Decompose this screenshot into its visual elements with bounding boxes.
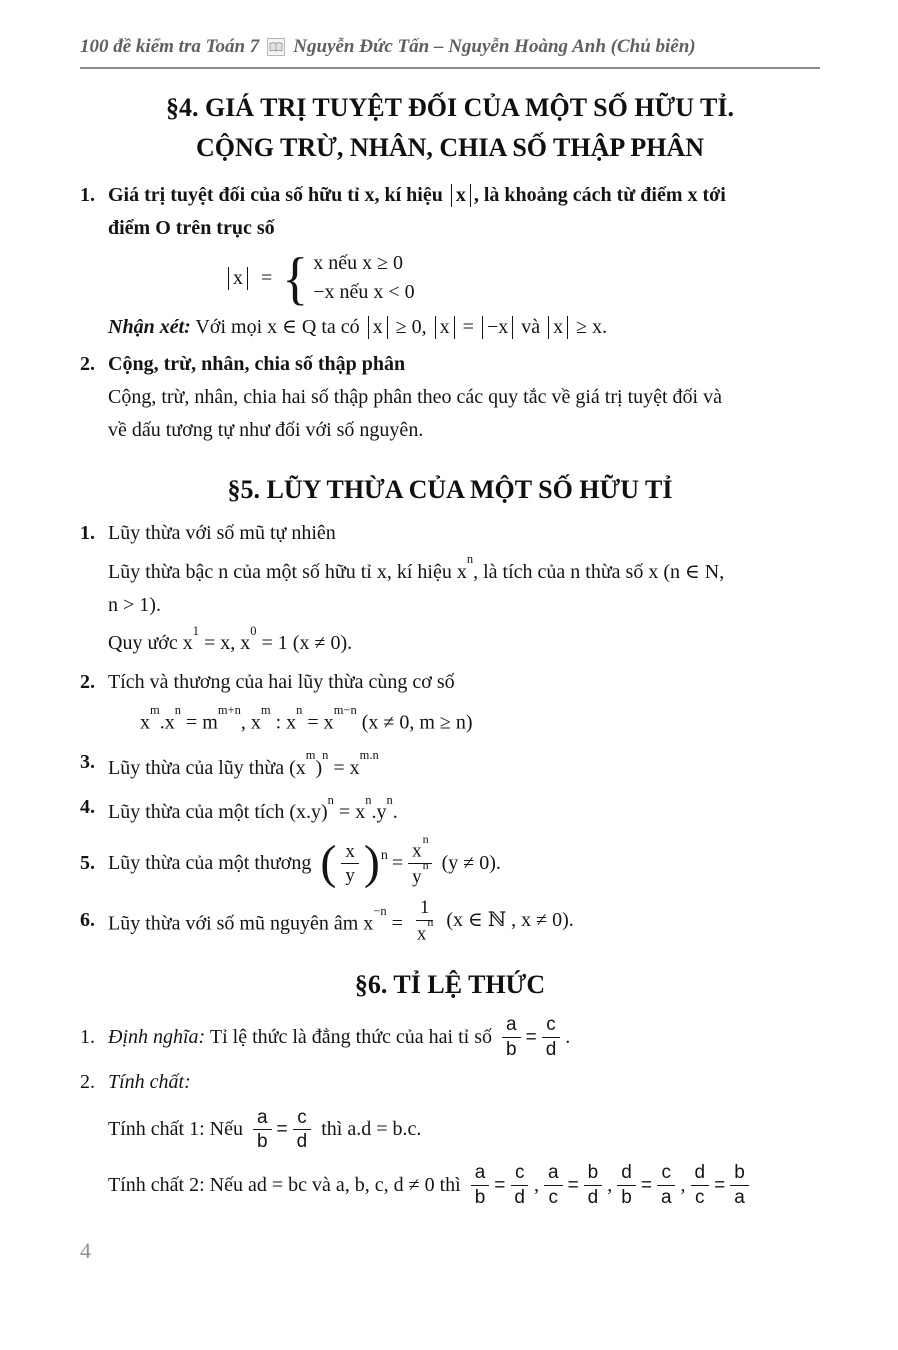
superscript: n [427, 914, 434, 929]
s5-item-3 [80, 746, 820, 785]
text-run: = x [328, 756, 360, 779]
text-line [108, 792, 398, 824]
superscript: n [174, 703, 181, 718]
absolute-value [228, 267, 248, 290]
superscript: n [386, 792, 393, 807]
exponent: n [380, 848, 388, 864]
superscript: 1 [192, 623, 199, 638]
text-run: (y ≠ 0). [436, 851, 501, 874]
equals-sign: = [525, 1026, 537, 1048]
denominator: d [545, 1038, 557, 1060]
superscript: n [422, 857, 429, 872]
numerator: c [657, 1162, 675, 1185]
numerator: d [617, 1162, 636, 1185]
book-icon [267, 38, 285, 56]
denominator: d [296, 1131, 308, 1153]
text-run: Giá trị tuyệt đối của số hữu tỉ x, kí hiệu [108, 184, 448, 206]
text-run: x [553, 316, 564, 338]
text-run: = x [302, 711, 334, 734]
text-run: = x, x [199, 632, 251, 655]
denominator [408, 857, 432, 888]
text-run: x [233, 266, 243, 289]
text-run: , là tích của n thừa số x (n ∈ N, [473, 560, 725, 583]
denominator: c [695, 1186, 705, 1208]
numerator: c [542, 1014, 560, 1037]
s5-item-1-body [80, 550, 820, 660]
text-run: Tỉ lệ thức là đẳng thức của hai tỉ số [205, 1025, 498, 1048]
equals-sign: = [714, 1174, 726, 1196]
header-authors: Nguyễn Đức Tấn – Nguyễn Hoàng Anh (Chủ biên) [293, 36, 696, 57]
property-label: Tính chất: [108, 1070, 191, 1093]
text-run: x [416, 923, 427, 945]
numerator: a [253, 1107, 272, 1130]
text-run: Lũy thừa của lũy thừa (x [108, 756, 306, 779]
text-run: .x [159, 711, 175, 734]
item-number: 3. [80, 750, 95, 773]
absolute-value [368, 316, 388, 339]
numerator: c [511, 1162, 529, 1185]
text-run: (x ∈ ℕ , x ≠ 0). [441, 909, 574, 932]
text-run: = x [333, 801, 366, 824]
header-book-title: 100 đề kiểm tra Toán 7 [80, 36, 260, 57]
text-run: ) [315, 756, 323, 779]
text-run: x [412, 840, 422, 862]
fraction [253, 1107, 272, 1153]
s4-item-2-body [80, 381, 820, 447]
denominator: b [474, 1186, 486, 1208]
superscript: m.n [359, 747, 379, 762]
heading-text: Cộng, trừ, nhân, chia số thập phân [108, 353, 406, 375]
s4-item-1 [80, 179, 820, 245]
text-run: : x [270, 711, 297, 734]
text-run: n > 1). [108, 593, 161, 616]
text-run: y [412, 866, 422, 888]
fraction [293, 1107, 312, 1153]
s6-item-1 [80, 1014, 820, 1060]
text-line [108, 623, 353, 655]
text-run: . [565, 1025, 571, 1048]
abs-value-definition-formula [225, 245, 820, 311]
denominator: c [548, 1186, 559, 1208]
numerator: a [544, 1162, 563, 1185]
s5-item-1-heading [80, 517, 820, 550]
s6-item-2 [80, 1066, 820, 1099]
text-run: ≥ x. [571, 316, 608, 338]
text-run: và [516, 316, 546, 338]
superscript: n [466, 552, 474, 566]
section5-title: §5. LŨY THỪA CỦA MỘT SỐ HỮU TỈ [227, 475, 673, 504]
text-run: về dấu tương tự như đối với số nguyên. [108, 419, 424, 441]
fraction [510, 1162, 529, 1208]
absolute-value [435, 316, 455, 339]
item-number: 4. [80, 795, 95, 818]
item-number: 6. [80, 909, 95, 932]
text-run: Tính chất 1: Nếu [108, 1118, 248, 1141]
fraction [657, 1162, 676, 1208]
equals-sign: = [391, 851, 404, 874]
numerator: a [471, 1162, 490, 1185]
text-line [108, 184, 726, 206]
text-run: x [455, 184, 466, 206]
case-rows [313, 249, 414, 307]
text-run: = [457, 316, 479, 338]
fraction [730, 1162, 749, 1208]
denominator [413, 914, 437, 945]
denominator: b [506, 1038, 517, 1060]
superscript: −n [373, 903, 387, 918]
case-row: −x nếu x < 0 [313, 281, 415, 303]
comma: , [607, 1173, 613, 1196]
section4-title-line2: CỘNG TRỪ, NHÂN, CHIA SỐ THẬP PHÂN [195, 133, 704, 162]
text-run: x [140, 711, 150, 734]
superscript: n [322, 747, 329, 762]
s6-property-1 [108, 1107, 820, 1153]
superscript: n [327, 792, 334, 807]
numerator: a [502, 1014, 521, 1037]
note-label: Nhận xét: [108, 316, 191, 338]
text-run: = m [180, 711, 218, 734]
text-line [108, 552, 725, 583]
equals-sign: = [567, 1174, 579, 1196]
page-header [80, 36, 820, 69]
denominator: y [345, 864, 355, 886]
text-run: thì a.d = b.c. [316, 1118, 422, 1141]
s5-item-2-heading [80, 666, 820, 699]
fraction [544, 1162, 563, 1208]
text-run: , là khoảng cách từ điểm x tới [473, 184, 726, 206]
text-run: Lũy thừa của một thương [108, 851, 317, 874]
denominator: b [256, 1131, 268, 1153]
text-run: Cộng, trừ, nhân, chia hai số thập phân theo các quy tắc về giá trị tuyệt đối và [108, 386, 722, 408]
text-run: điểm O trên trục số [108, 217, 275, 239]
superscript: m [150, 703, 160, 718]
comma: , [533, 1173, 539, 1196]
fraction [584, 1162, 603, 1208]
text-run: x [439, 316, 450, 338]
denominator: d [514, 1186, 525, 1208]
s4-item-2-heading [80, 348, 820, 381]
numerator: 1 [416, 897, 434, 920]
text-run: (x ≠ 0, m ≥ n) [356, 711, 473, 734]
text-run: ≥ 0, [390, 316, 432, 338]
text-run: Quy ước x [108, 632, 193, 655]
section6-title: §6. TỈ LỆ THỨC [354, 970, 546, 1000]
text-run: Lũy thừa của một tích (x.y) [108, 801, 328, 824]
left-brace: { [282, 245, 309, 311]
fraction [408, 832, 432, 888]
fraction [341, 841, 359, 887]
superscript: n [422, 832, 429, 847]
s5-item-5 [80, 832, 820, 890]
equals-sign: = [386, 912, 408, 935]
fraction [617, 1162, 636, 1208]
item-number: 1. [80, 522, 95, 544]
fraction [502, 1014, 521, 1060]
equals-sign: = [276, 1119, 288, 1141]
fraction [691, 1162, 710, 1208]
denominator: a [734, 1186, 745, 1208]
s5-item-6 [80, 897, 820, 944]
text-run: Lũy thừa bậc n của một số hữu tỉ x, kí hiệu x [108, 560, 467, 583]
item-number: 1. [80, 1025, 95, 1048]
text-run: −x [486, 316, 509, 338]
parenthesized-fraction [320, 836, 388, 890]
s5-item-4 [80, 791, 820, 830]
text-run: , x [240, 711, 261, 734]
absolute-value [451, 184, 471, 207]
right-paren: ) [363, 836, 380, 890]
power-product-quotient-formula [140, 701, 820, 740]
text-run: . [392, 801, 398, 824]
text-run: = 1 (x ≠ 0). [256, 632, 353, 655]
fraction [413, 897, 437, 944]
section4-title-line1: §4. GIÁ TRỊ TUYỆT ĐỐI CỦA MỘT SỐ HỮU TỈ. [165, 93, 735, 122]
equals-sign: = [640, 1174, 652, 1196]
denominator: d [587, 1186, 599, 1208]
numerator: b [730, 1162, 749, 1185]
equals-sign: = [494, 1174, 506, 1196]
numerator: x [341, 841, 359, 864]
fraction [471, 1162, 490, 1208]
fraction [542, 1014, 561, 1060]
heading-text: Lũy thừa với số mũ tự nhiên [108, 522, 336, 544]
superscript: n [296, 703, 303, 718]
equals-sign: = [261, 266, 273, 289]
numerator: c [293, 1107, 311, 1130]
superscript: n [365, 792, 372, 807]
absolute-value [548, 316, 568, 339]
text-run: Tính chất 2: Nếu ad = bc và a, b, c, d ≠ 0 thì [108, 1173, 466, 1196]
superscript: m [260, 703, 271, 718]
item-number: 1. [80, 184, 95, 206]
heading-text: Tích và thương của hai lũy thừa cùng cơ số [108, 671, 455, 694]
superscript: m−n [333, 703, 357, 718]
text-run: Với mọi x ∈ Q ta có [190, 316, 365, 338]
superscript: m [305, 747, 316, 762]
text-run: x [372, 316, 383, 338]
text-run: .y [371, 801, 387, 824]
item-number: 2. [80, 353, 95, 375]
item-number: 5. [80, 851, 95, 874]
absolute-value [482, 316, 513, 339]
denominator: a [660, 1186, 672, 1208]
denominator: b [621, 1186, 632, 1208]
superscript: m+n [217, 703, 241, 718]
page-number: 4 [80, 1238, 91, 1263]
item-number: 2. [80, 1070, 95, 1093]
text-run: Lũy thừa với số mũ nguyên âm x [108, 912, 374, 935]
case-row: x nếu x ≥ 0 [313, 252, 404, 274]
s6-property-2 [108, 1162, 820, 1208]
text-line [108, 902, 408, 941]
comma: , [680, 1173, 686, 1196]
item-number: 2. [80, 671, 95, 694]
numerator: d [691, 1162, 710, 1185]
s4-note [80, 311, 820, 344]
numerator: b [584, 1162, 603, 1185]
definition-label: Định nghĩa: [108, 1025, 206, 1048]
left-paren: ( [320, 836, 337, 890]
superscript: 0 [250, 623, 257, 638]
text-line [108, 747, 379, 779]
